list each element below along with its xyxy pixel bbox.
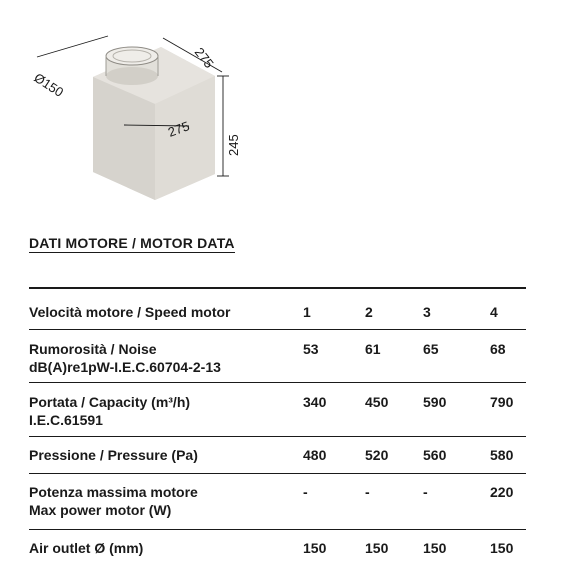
row-label-line: Air outlet Ø (mm) [29,540,144,556]
section-title: DATI MOTORE / MOTOR DATA [29,235,235,251]
cell-speed-4: 220 [490,484,514,500]
row-label [29,446,198,464]
air-outlet-collar [106,47,158,85]
row-label-line: Max power motor (W) [29,502,172,518]
pressure-row [29,437,526,474]
power-row [29,474,526,530]
cell-speed-1: 53 [303,341,319,357]
speed-row [29,289,526,330]
cell-speed-4: 4 [490,304,498,320]
cell-speed-1: 150 [303,540,327,556]
row-label-line: I.E.C.61591 [29,412,103,428]
cell-speed-4: 790 [490,394,514,410]
row-label [29,539,143,557]
cell-speed-3: 150 [423,540,447,556]
air-outlet-row [29,530,526,570]
cell-speed-3: 65 [423,341,439,357]
motor-data-table [29,287,526,570]
row-label [29,393,190,429]
cell-speed-1: 340 [303,394,327,410]
cell-speed-2: 150 [365,540,389,556]
row-label-line: Portata / Capacity (m³/h) [29,394,191,410]
cell-speed-2: 61 [365,341,381,357]
dim-height-label: 245 [226,134,241,156]
row-label-line: Pressione / Pressure (Pa) [29,447,198,463]
cell-speed-2: 520 [365,447,389,463]
cell-speed-1: 480 [303,447,327,463]
row-label [29,340,221,376]
dim-diameter-label: Ø150 [31,69,67,100]
row-label-line: Potenza massima motore [29,484,198,500]
cell-speed-3: 3 [423,304,431,320]
cell-speed-3: 590 [423,394,447,410]
row-label-line: Rumorosità / Noise [29,341,157,357]
row-label-line: Velocità motore / Speed motor [29,304,231,320]
cell-speed-2: 450 [365,394,389,410]
cell-speed-2: - [365,484,370,500]
cell-speed-4: 150 [490,540,514,556]
cell-speed-4: 580 [490,447,514,463]
dim-width-label: 275 [165,118,192,140]
cell-speed-2: 2 [365,304,373,320]
row-label [29,303,231,321]
cell-speed-3: 560 [423,447,447,463]
cell-speed-4: 68 [490,341,506,357]
cell-speed-1: 1 [303,304,311,320]
cell-speed-1: - [303,484,308,500]
row-label [29,483,198,519]
noise-row [29,330,526,383]
dim-depth-label: 275 [191,44,217,71]
row-label-line: dB(A)re1pW-I.E.C.60704-2-13 [29,359,221,375]
cell-speed-3: - [423,484,428,500]
capacity-row [29,383,526,437]
product-dimension-drawing [0,0,290,200]
